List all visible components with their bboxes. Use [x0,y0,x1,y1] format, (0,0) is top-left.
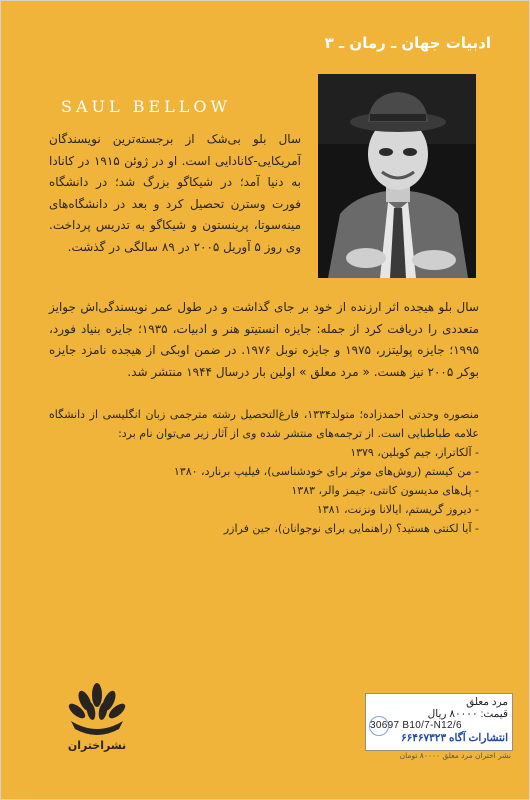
author-awards: سال بلو هیجده اثر ارزنده از خود بر جای گذاشت و در طول عمر نویسندگی‌اش جوایز متعددی را دریافت کرد از جمله: جایزه انستیتو هنر و ادبیات، ۱۹۳۵؛ جایزه بنیاد فورد، ۱۹۹۵؛ جایزه پولیتزر، ۱۹۷۵ و جایزه نوبل ۱۹۷۶. در ضمن اوبکی از هیجده نامزد جایزه بوکر ۲۰۰۵ نیز هست. « مرد معلق » اولین بار درسال ۱۹۴۴ منتشر شد. [49,300,480,379]
author-photo [318,74,476,278]
translator-bio: منصوره وحدتی احمدزاده؛ متولد۱۳۳۴، فارغ‌التحصیل رشته مترجمی زبان انگلیسی از دانشگاه علامه طباطبایی است. از ترجمه‌های منتشر شده وی از آثار زیر می‌توان نام برد: [49,408,479,440]
sticker-publisher: انتشارات آگاه ۶۶۴۶۷۳۲۳ [400,732,508,744]
translator-section [49,405,479,538]
author-biography: سال بلو بی‌شک از برجسته‌ترین نویسندگان آمریکایی-کانادایی است. او در ژوئن ۱۹۱۵ در کانادا به دنیا آمد؛ در شیکاگو بزرگ شد؛ در دانشگاه فورت وسترن تحصیل کرد و بعد در دانشگاه‌های مینه‌سوتا، پرینستون و شیکاگو به تدریس پرداخت. وی روز ۵ آوریل ۲۰۰۵ در ۸۹ سالگی در گذشت. [49,132,302,254]
list-item: - آیا لکنتی هستید؟ (راهنمایی برای نوجوانان)، جین فرازر [223,522,479,535]
series-title: ادبیات جهان ـ رمان ـ ۳ [324,34,491,52]
author-name-english: SAUL BELLOW [61,97,231,116]
sticker-price: قیمت: ۸۰۰۰۰ ریال [427,708,508,720]
sticker-code: 30697 B10/7-N12/6 [370,720,462,731]
ink-stamp-icon [369,716,389,736]
sticker-book-title: مرد معلق [466,696,508,708]
author-portrait-image [318,74,476,278]
list-item: - پل‌های مدیسون کانتی، جیمز والر، ۱۳۸۳ [291,484,479,497]
list-item: - دیروز گریستم، ایالانا ونزنت، ۱۳۸۱ [316,503,479,516]
translated-works-list [49,443,479,538]
list-item: - من کیستم (روش‌های موثر برای خودشناسی)، فیلیپ برنارد، ۱۳۸۰ [173,465,479,478]
list-item: - آلکاتراز، جیم کوبلین، ۱۳۷۹ [350,446,479,459]
sticker-footer: نشر اختران مرد معلق ۸۰۰۰۰ تومان [399,751,511,760]
publisher-name: نشراختران [67,739,127,752]
